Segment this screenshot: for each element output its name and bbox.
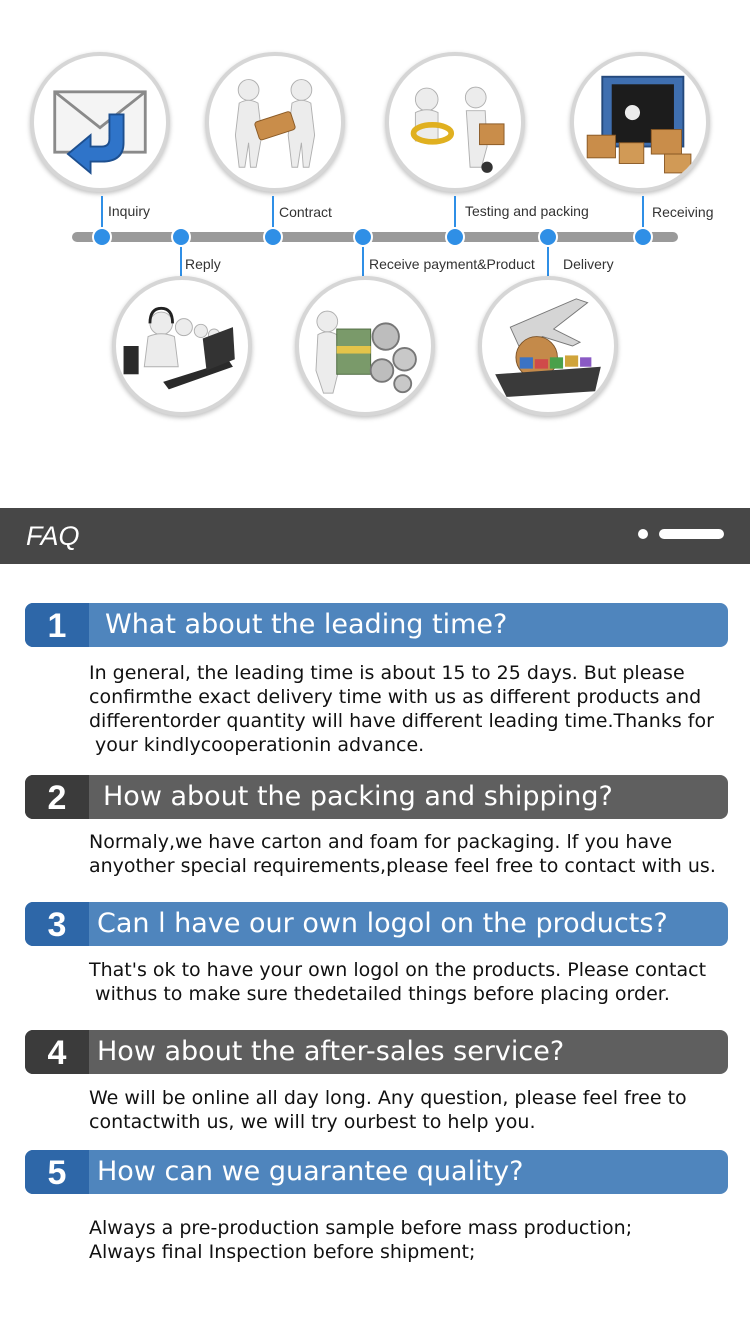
faq-decoration-pill [659,529,724,539]
answer-line: In general, the leading time is about 15 to 25 days. But please [89,662,685,684]
faq-answer-4 [89,1086,729,1134]
step-label-receive-payment: Receive payment&Product [369,256,535,272]
customer-service-icon [112,276,252,416]
question-text: How about the after-sales service? [97,1036,565,1067]
container-boxes-icon [570,52,710,192]
question-number: 4 [25,1030,89,1074]
question-text: Can l have our own logol on the products? [97,908,668,939]
answer-line: Always a pre-production sample before mass production; [89,1217,633,1239]
timeline-dot [633,227,653,247]
step-label-receiving: Receiving [652,204,714,220]
faq-question-4 [25,1030,728,1074]
faq-question-1 [25,603,728,647]
process-timeline [0,0,750,500]
question-number: 1 [25,603,89,647]
step-label-testing-packing: Testing and packing [465,203,589,219]
timeline-dot [445,227,465,247]
question-number: 5 [25,1150,89,1194]
answer-line: contactwith us, we will try ourbest to help you. [89,1111,536,1133]
faq-question-5 [25,1150,728,1194]
question-text: What about the leading time? [105,609,508,640]
magnifier-inspection-icon [385,52,525,192]
money-gears-icon [295,276,435,416]
faq-question-3 [25,902,728,946]
question-number: 2 [25,775,89,819]
answer-line: differentorder quantity will have different leading time.Thanks for [89,710,714,732]
answer-line: anyother special requirements,please feel free to contact with us. [89,855,716,877]
answer-line: withus to make sure thedetailed things before placing order. [89,983,670,1005]
timeline-dot [263,227,283,247]
plane-ship-globe-icon [478,276,618,416]
faq-title: FAQ [26,521,80,551]
faq-answer-3 [89,958,729,1006]
envelope-icon [30,52,170,192]
faq-decoration-dot [638,529,648,539]
question-number: 3 [25,902,89,946]
step-label-inquiry: Inquiry [108,203,151,219]
step-label-contract: Contract [279,204,332,220]
answer-line: Always final Inspection before shipment; [89,1241,476,1263]
timeline-dot [92,227,112,247]
answer-line: confirmthe exact delivery time with us as different products and [89,686,702,708]
question-text: How can we guarantee quality? [97,1156,524,1187]
handshake-contract-icon [205,52,345,192]
faq-answer-5 [89,1216,729,1264]
answer-line: We will be online all day long. Any question, please feel free to [89,1087,687,1109]
answer-line: That's ok to have your own logol on the products. Please contact [89,959,707,981]
faq-answer-1 [89,661,729,757]
step-label-reply: Reply [185,256,221,272]
answer-line: Normaly,we have carton and foam for packaging. lf you have [89,831,673,853]
faq-answer-2 [89,830,729,878]
timeline-dot [538,227,558,247]
step-label-delivery: Delivery [563,256,614,272]
question-text: How about the packing and shipping? [103,781,613,812]
answer-line: your kindlycooperationin advance. [89,734,425,756]
faq-question-2 [25,775,728,819]
timeline-track [72,232,678,242]
timeline-dot [171,227,191,247]
timeline-dot [353,227,373,247]
